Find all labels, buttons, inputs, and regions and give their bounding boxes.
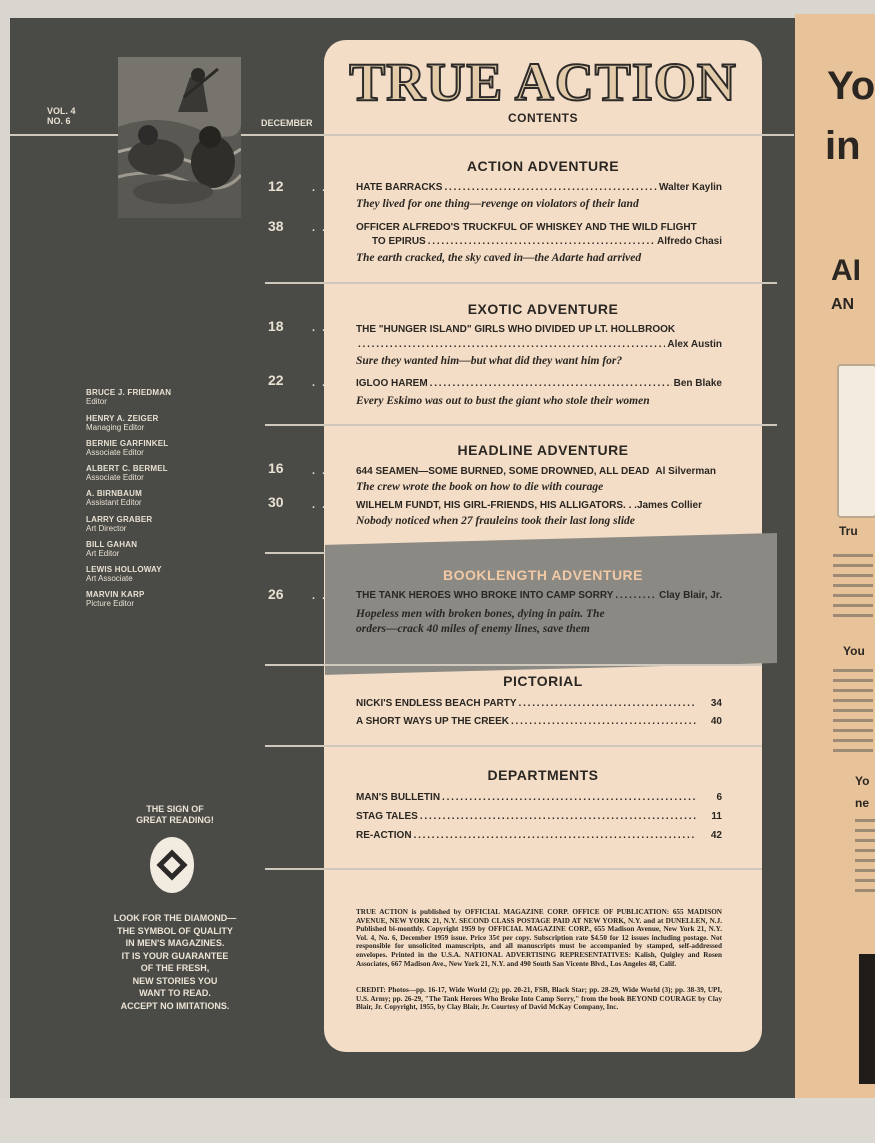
article-entry[interactable]: MAN'S BULLETIN . . . 6 xyxy=(356,791,722,805)
article-tagline: They lived for one thing—revenge on violators of their land xyxy=(356,198,639,210)
staff-entry: BRUCE J. FRIEDMAN Editor xyxy=(86,388,172,406)
staff-entry: LEWIS HOLLOWAY Art Associate xyxy=(86,565,162,583)
article-entry[interactable]: NICKI'S ENDLESS BEACH PARTY . . . 34 xyxy=(356,697,722,711)
section-rule xyxy=(265,424,777,426)
article-entry[interactable]: 644 SEAMEN—SOME BURNED, SOME DROWNED, ALL DEAD Al Silverman xyxy=(356,466,716,477)
article-entry[interactable]: THE "HUNGER ISLAND" GIRLS WHO DIVIDED UP LT. HOLLBROOK xyxy=(356,324,676,335)
facing-page-fragment: Yo xyxy=(827,64,875,108)
table-surface xyxy=(0,1098,875,1143)
staff-entry: BILL GAHAN Art Editor xyxy=(86,540,138,558)
sign-message: LOOK FOR THE DIAMOND— THE SYMBOL OF QUALITY IN MEN'S MAGAZINES. IT IS YOUR GUARANTEE OF THE FRESH, NEW STORIES YOU WANT TO READ. ACCEPT NO IMITATIONS. xyxy=(113,913,237,1011)
article-tagline: Every Eskimo was out to bust the giant who stole their women xyxy=(356,395,650,407)
staff-entry: LARRY GRABER Art Director xyxy=(86,515,153,533)
article-entry-continued[interactable]: TO EPIRUS . . . Alfredo Chasi xyxy=(356,235,722,249)
facing-page-fragment: Tru xyxy=(839,524,858,538)
facing-page-image xyxy=(837,364,875,518)
contents-heading: CONTENTS xyxy=(508,111,578,125)
leader-dots: . . xyxy=(312,222,328,234)
article-entry[interactable]: WILHELM FUNDT, HIS GIRL-FRIENDS, HIS ALLIGATORS . . . James Collier xyxy=(356,500,702,511)
diamond-logo xyxy=(150,837,194,893)
booklength-band xyxy=(325,533,777,675)
leader-dots: . . xyxy=(312,499,328,511)
magazine-title: TRUE ACTION xyxy=(349,52,737,112)
facing-page-fragment: in xyxy=(825,124,861,168)
facing-page-fragment: AI xyxy=(831,254,861,287)
leader-dots: . . xyxy=(312,377,328,389)
article-entry[interactable]: A SHORT WAYS UP THE CREEK . . . 40 xyxy=(356,715,722,729)
section-heading-headline: HEADLINE ADVENTURE xyxy=(457,442,629,458)
facing-page xyxy=(795,14,875,1099)
publication-info: TRUE ACTION is published by OFFICIAL MAGAZINE CORP. OFFICE OF PUBLICATION: 655 MADISON AVENUE, NEW YORK 21, N.Y. SECOND CLASS POSTAGE PAID AT NEW YORK, N.Y. and at DUNELLEN, N.J. Published bi-monthly. Copyright 1959 by OFFICIAL MAGAZINE CORP., 655 Madison Avenue, New York 21, N.Y. Vol. 4, No. 6, December 1959 issue. Price 35¢ per copy. Subscription rate $4.50 for 12 issues including postage. Not responsible for unsolicited manuscripts, and all manuscripts must be accompanied by stamped, self-addressed envelopes. Printed in the U.S.A. NATIONAL ADVERTISING REPRESENTATIVES: Kalish, Quigley and Rosen Associates, 667 Madison Ave., New York 21, N.Y. and 490 South San Vicente Blvd., Los Angeles 48, Calif. xyxy=(356,908,722,968)
sign-tagline: THE SIGN OF GREAT READING! xyxy=(136,804,214,825)
staff-entry: HENRY A. ZEIGER Managing Editor xyxy=(86,414,159,432)
leader-dots: . . xyxy=(312,322,328,334)
issue-number: NO. 6 xyxy=(47,116,71,126)
page-number: 18 xyxy=(268,318,284,334)
cover-illustration xyxy=(118,57,241,218)
cover-thumbnail xyxy=(118,57,241,218)
page-number: 38 xyxy=(268,218,284,234)
photo-credits: CREDIT: Photos—pp. 16-17, Wide World (2); pp. 20-21, FSB, Black Star; pp. 28-29, Wide World (3); pp. 38-39, UPI, U.S. Army; pp. 26-29, "The Tank Heroes Who Broke Into Camp Sorry," from the book BEYOND COURAGE by Clay Blair, Jr. Copyright, 1955, by Clay Blair, Jr. Courtesy of David McKay Company, Inc. xyxy=(356,986,722,1012)
leader-dots: . . xyxy=(312,590,328,602)
staff-entry: MARVIN KARP Picture Editor xyxy=(86,590,145,608)
staff-entry: ALBERT C. BERMEL Associate Editor xyxy=(86,464,168,482)
article-entry[interactable]: RE-ACTION . . . 42 xyxy=(356,829,722,843)
facing-page-block xyxy=(859,954,875,1084)
section-heading-exotic: EXOTIC ADVENTURE xyxy=(467,301,619,317)
page-number: 30 xyxy=(268,494,284,510)
facing-page-fragment: Yo xyxy=(855,774,870,788)
section-rule xyxy=(265,664,762,666)
article-entry[interactable]: IGLOO HAREM . . . Ben Blake xyxy=(356,377,722,391)
facing-page-fragment: ne xyxy=(855,796,870,810)
facing-page-fragment: AN xyxy=(831,296,855,313)
article-tagline: Hopeless men with broken bones, dying in pain. The xyxy=(356,608,605,620)
article-tagline: The crew wrote the book on how to die with courage xyxy=(356,481,604,493)
article-tagline: Sure they wanted him—but what did they want him for? xyxy=(356,355,623,367)
article-tagline-continued: orders—crack 40 miles of enemy lines, save them xyxy=(356,623,590,635)
page-number: 12 xyxy=(268,178,284,194)
article-tagline: Nobody noticed when 27 frauleins took their last long slide xyxy=(356,515,635,527)
section-rule xyxy=(265,552,325,554)
page-number: 22 xyxy=(268,372,284,388)
volume-number xyxy=(47,106,76,126)
page-number: 16 xyxy=(268,460,284,476)
article-entry[interactable]: OFFICER ALFREDO'S TRUCKFUL OF WHISKEY AND THE WILD FLIGHT xyxy=(356,222,697,233)
article-entry-continued[interactable]: . . . Alex Austin xyxy=(356,338,722,352)
article-entry[interactable]: STAG TALES . . . 11 xyxy=(356,810,722,824)
section-heading-booklength: BOOKLENGTH ADVENTURE xyxy=(442,567,644,583)
leader-dots: . . xyxy=(312,182,328,194)
staff-entry: BERNIE GARFINKEL Associate Editor xyxy=(86,439,169,457)
leader-dots: . . xyxy=(312,465,328,477)
section-rule xyxy=(265,868,762,870)
issue-month: DECEMBER xyxy=(261,118,313,128)
staff-entry: A. BIRNBAUM Assistant Editor xyxy=(86,489,142,507)
facing-page-fragment: You xyxy=(843,644,865,658)
article-tagline: The earth cracked, the sky caved in—the Adarte had arrived xyxy=(356,252,642,264)
section-heading-pictorial: PICTORIAL xyxy=(503,673,583,689)
page-number: 26 xyxy=(268,586,284,602)
section-rule xyxy=(265,282,777,284)
diamond-icon xyxy=(156,849,187,880)
volume: VOL. 4 xyxy=(47,106,76,116)
section-heading-departments: DEPARTMENTS xyxy=(487,767,599,783)
section-rule xyxy=(324,134,794,136)
section-rule xyxy=(265,745,762,747)
article-entry[interactable]: HATE BARRACKS . . . Walter Kaylin xyxy=(356,181,722,195)
article-entry[interactable]: THE TANK HEROES WHO BROKE INTO CAMP SORRY . . . Clay Blair, Jr. xyxy=(356,589,722,603)
section-heading-action: ACTION ADVENTURE xyxy=(466,158,620,174)
